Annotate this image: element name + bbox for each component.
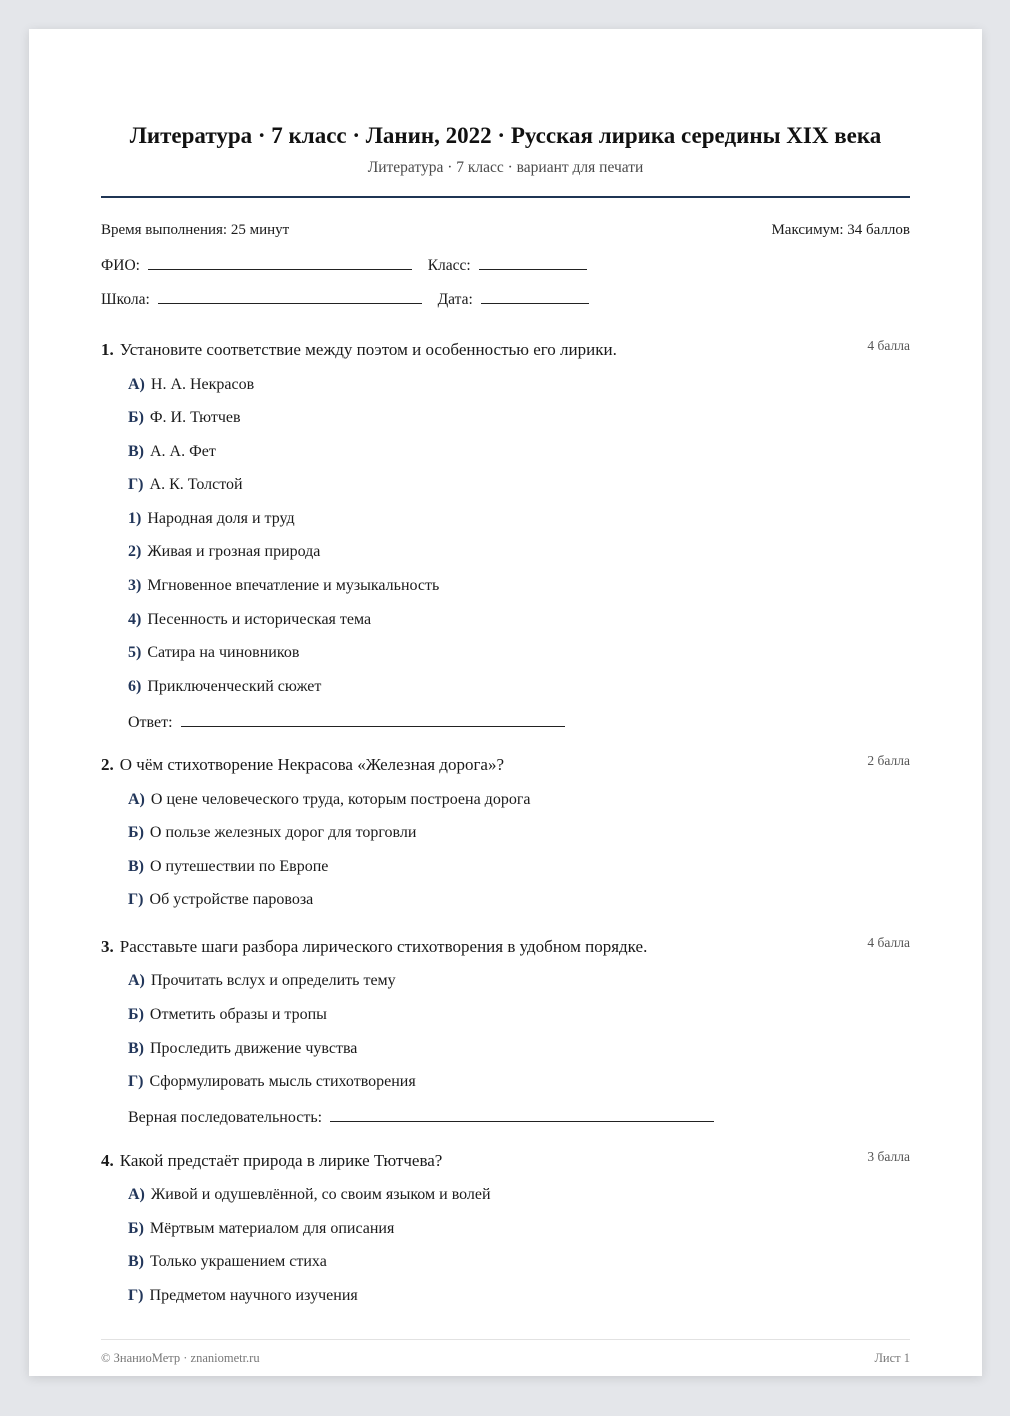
question-text: О чём стихотворение Некрасова «Железная дорога»? (119, 755, 505, 774)
option-text: А. А. Фет (150, 443, 216, 460)
answer-row (128, 1107, 714, 1127)
option-label: В) (128, 858, 144, 875)
question-text: Какой предстаёт природа в лирике Тютчева? (119, 1151, 443, 1170)
option-label: А) (128, 1186, 145, 1203)
option-text: Сатира на чиновников (147, 644, 300, 661)
option-a[interactable] (128, 791, 530, 809)
match-left-a (128, 376, 254, 394)
option-label: В) (128, 1253, 144, 1270)
option-text: Приключенческий сюжет (147, 678, 322, 695)
option-label: В) (128, 443, 144, 460)
date-field[interactable] (481, 289, 589, 304)
time-limit: Время выполнения: 25 минут (101, 222, 290, 238)
option-g[interactable] (128, 1287, 358, 1305)
option-text: А. К. Толстой (149, 476, 243, 493)
step-g (128, 1073, 416, 1091)
option-label: 5) (128, 644, 142, 661)
page-title: Литература · 7 класс · Ланин, 2022 · Русская лирика середины XIX века (129, 123, 882, 148)
option-label: Б) (128, 824, 144, 841)
option-text: Н. А. Некрасов (150, 376, 255, 393)
class-label: Класс: (427, 257, 471, 274)
page-subtitle: Литература · 7 класс · вариант для печати (367, 159, 644, 176)
question-1 (101, 338, 910, 731)
option-text: Проследить движение чувства (150, 1040, 358, 1057)
option-text: Отметить образы и тропы (149, 1006, 327, 1023)
match-right-1 (128, 510, 295, 528)
option-label: В) (128, 1040, 144, 1057)
class-field[interactable] (479, 255, 587, 270)
option-label: Б) (128, 1006, 144, 1023)
question-1-head (101, 340, 910, 362)
option-label: Г) (128, 1287, 144, 1304)
option-text: О пользе железных дорог для торговли (149, 824, 417, 841)
option-label: Г) (128, 476, 144, 493)
option-text: Только украшением стиха (150, 1253, 327, 1270)
option-text: Ф. И. Тютчев (149, 409, 241, 426)
step-a (128, 972, 396, 990)
match-right-4 (128, 611, 371, 629)
option-label: 6) (128, 678, 142, 695)
option-v[interactable] (128, 1253, 327, 1271)
match-left-g (128, 476, 243, 494)
date-label: Дата: (437, 291, 473, 308)
question-number: 4. (101, 1151, 114, 1170)
question-4 (101, 1149, 910, 1304)
option-label: А) (128, 972, 145, 989)
option-label: 2) (128, 543, 142, 560)
question-3-head (101, 937, 910, 959)
school-label: Школа: (101, 291, 150, 308)
match-left-v (128, 443, 216, 461)
option-label: Б) (128, 409, 144, 426)
option-text: О путешествии по Европе (150, 858, 329, 875)
question-points: 2 балла (867, 753, 910, 768)
question-text: Установите соответствие между поэтом и особенностью его лирики. (119, 340, 617, 359)
answer-label: Ответ: (128, 714, 173, 731)
fio-label: ФИО: (101, 257, 140, 274)
option-text: Мёртвым материалом для описания (149, 1220, 395, 1237)
question-points: 4 балла (867, 338, 910, 353)
question-4-head (101, 1151, 910, 1173)
fio-field[interactable] (148, 255, 412, 270)
footer-copyright: © ЗнаниоМетр · znaniometr.ru (101, 1351, 260, 1365)
option-label: Г) (128, 891, 144, 908)
answer-label: Верная последовательность: (128, 1109, 323, 1126)
step-v (128, 1040, 357, 1058)
match-right-3 (128, 577, 439, 595)
max-score: Максимум: 34 баллов (771, 222, 910, 238)
option-text: Народная доля и труд (147, 510, 295, 527)
option-text: О цене человеческого труда, которым построена дорога (150, 791, 531, 808)
question-points: 4 балла (867, 935, 910, 950)
page-number: Лист 1 (874, 1351, 910, 1365)
option-b[interactable] (128, 1220, 394, 1238)
header-divider (101, 196, 910, 198)
match-left-b (128, 409, 241, 427)
fio-class-row (101, 255, 587, 275)
answer-field[interactable] (330, 1107, 714, 1122)
question-number: 3. (101, 937, 114, 956)
question-points: 3 балла (867, 1149, 910, 1164)
answer-field[interactable] (181, 712, 565, 727)
school-date-row (101, 289, 589, 309)
option-g[interactable] (128, 891, 313, 909)
option-text: Сформулировать мысль стихотворения (149, 1073, 416, 1090)
answer-row (128, 712, 565, 732)
option-v[interactable] (128, 858, 328, 876)
option-label: А) (128, 791, 145, 808)
footer-divider (101, 1339, 910, 1340)
option-text: Песенность и историческая тема (147, 611, 372, 628)
school-field[interactable] (158, 289, 422, 304)
option-text: Живой и одушевлённой, со своим языком и волей (150, 1186, 491, 1203)
option-text: Предметом научного изучения (149, 1287, 358, 1304)
option-label: 3) (128, 577, 142, 594)
option-label: Б) (128, 1220, 144, 1237)
match-right-6 (128, 678, 321, 696)
question-number: 2. (101, 755, 114, 774)
option-b[interactable] (128, 824, 416, 842)
question-3 (101, 935, 910, 1126)
option-label: 1) (128, 510, 142, 527)
worksheet-page (29, 29, 982, 1376)
match-right-5 (128, 644, 299, 662)
option-text: Прочитать вслух и определить тему (150, 972, 396, 989)
question-text: Расставьте шаги разбора лирического стихотворения в удобном порядке. (119, 937, 648, 956)
meta-row (101, 222, 910, 239)
option-label: А) (128, 376, 145, 393)
footer (101, 1351, 910, 1366)
question-2-head (101, 755, 910, 777)
option-label: 4) (128, 611, 142, 628)
option-text: Об устройстве паровоза (149, 891, 314, 908)
option-label: Г) (128, 1073, 144, 1090)
option-text: Живая и грозная природа (147, 543, 321, 560)
option-a[interactable] (128, 1186, 491, 1204)
question-2 (101, 753, 910, 908)
match-right-2 (128, 543, 320, 561)
option-text: Мгновенное впечатление и музыкальность (147, 577, 440, 594)
question-number: 1. (101, 340, 114, 359)
step-b (128, 1006, 327, 1024)
